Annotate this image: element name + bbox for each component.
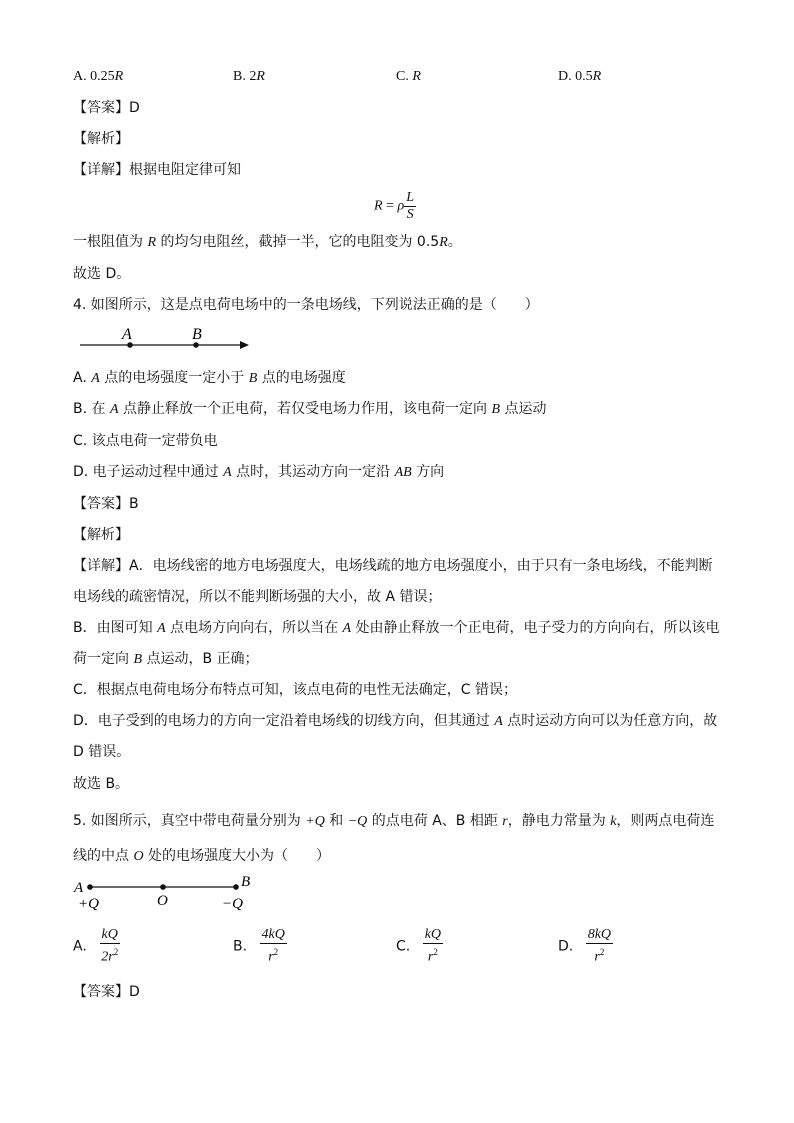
q4-opt-b-5: 点运动 xyxy=(500,401,547,417)
q5-opt-b-label: B. xyxy=(233,938,248,955)
charge-a-dot xyxy=(87,884,93,890)
q5-opt-a-frac xyxy=(99,927,120,966)
q5-s12: 处的电场强度大小为（ ） xyxy=(143,848,331,864)
q5-s9: ，则两点电荷连 xyxy=(616,813,715,829)
q4-opt-a-2: A xyxy=(91,371,100,386)
q3-option-c-var: R xyxy=(412,69,421,84)
q5-opt-c-sq: 2 xyxy=(433,947,438,957)
q4-opt-b-2: A xyxy=(109,402,119,417)
charge-b-value: −Q xyxy=(222,896,243,912)
point-b-label: B xyxy=(192,326,202,343)
q4-stem: 4. 如图所示，这是点电荷电场中的一条电场线，下列说法正确的是（ ） xyxy=(73,297,539,313)
q4-opt-b-1: B. 在 xyxy=(73,401,110,417)
q4-detail-2: 电场线的疏密情况，所以不能判断场强的大小，故 A 错误； xyxy=(73,589,442,605)
q4-opt-a-1: A. xyxy=(73,370,92,386)
q5-s3: 和 xyxy=(324,813,348,829)
q3-option-a-var: R xyxy=(114,69,124,84)
q5-s8: k xyxy=(610,814,617,829)
q5-option-a xyxy=(73,927,120,966)
q5-opt-c-frac xyxy=(423,927,443,966)
q4-d3e: 处由静止释放一个正电荷，电子受力的方向向右，所以该电 xyxy=(351,620,720,636)
q3-line2-b: 的均匀电阻丝，截掉一半，它的电阻变为 0.5 xyxy=(156,234,440,250)
charge-a-value: +Q xyxy=(78,896,99,912)
q4-d6a: D．电子受到的电场力的方向一定沿着电场线的切线方向，但其通过 xyxy=(73,713,495,729)
charge-a-label: A xyxy=(74,880,84,896)
formula-lhs: R xyxy=(374,198,383,214)
q4-detail-5: C．根据点电荷电场分布特点可知，该点电荷的电性无法确定，C 错误； xyxy=(73,682,517,698)
q5-opt-a-label: A. xyxy=(73,938,87,955)
q4-d4c: 点运动，B 正确； xyxy=(142,651,259,667)
q4-analysis: 【解析】 xyxy=(73,527,129,543)
midpoint-o-dot xyxy=(160,884,166,890)
q5-option-d xyxy=(558,927,613,966)
q5-s10: 线的中点 xyxy=(73,848,134,864)
charge-b-label: B xyxy=(241,874,251,890)
q4-option-c: C. 该点电荷一定带负电 xyxy=(73,433,218,449)
q5-opt-c-label: C. xyxy=(396,938,411,955)
q5-s2: +Q xyxy=(305,814,325,829)
q5-opt-c-num: kQ xyxy=(424,927,442,942)
q3-line2-c: 。 xyxy=(447,234,462,250)
q3-line2-var2: R xyxy=(439,235,448,250)
q5-option-c xyxy=(396,927,443,966)
q4-d4a: 荷一定向 xyxy=(73,651,134,667)
q5-opt-c-den: r xyxy=(427,949,434,965)
q3-line2-a: 一根阻值为 xyxy=(73,234,148,250)
q3-option-b-var: R xyxy=(256,69,265,84)
q5-opt-d-label: D. xyxy=(558,938,574,955)
q4-d3d: A xyxy=(342,621,352,636)
formula-numerator: L xyxy=(406,190,414,205)
q3-analysis: 【解析】 xyxy=(73,131,129,147)
q4-d6c: 点时运动方向可以为任意方向，故 xyxy=(502,713,718,729)
q4-opt-d-1: D. 电子运动过程中通过 xyxy=(73,464,224,480)
q3-option-a-text: A. 0.25 xyxy=(73,69,115,84)
charge-b-dot xyxy=(233,884,239,890)
q4-opt-d-2: A xyxy=(223,465,232,480)
q5-s5: 的点电荷 A、B 相距 xyxy=(367,813,503,829)
q4-d4b: B xyxy=(133,652,143,667)
q5-opt-b-sq: 2 xyxy=(273,947,279,957)
q4-opt-b-3: 点静止释放一个正电荷，若仅受电场力作用，该电荷一定向 xyxy=(118,401,492,417)
q4-opt-a-4: B xyxy=(248,371,258,386)
q5-s11: O xyxy=(133,849,144,864)
q4-opt-d-4: AB xyxy=(394,465,412,480)
q3-option-d-var: R xyxy=(592,69,602,84)
q4-opt-b-4: B xyxy=(491,402,500,417)
formula-eq: = xyxy=(382,198,398,214)
q5-opt-d-sq: 2 xyxy=(599,947,605,957)
q5-answer: 【答案】D xyxy=(73,984,140,1000)
q5-opt-d-frac xyxy=(586,927,613,966)
q5-opt-b-num: 4kQ xyxy=(261,927,285,942)
q3-option-d-text: D. 0.5 xyxy=(558,69,593,84)
q5-opt-a-den: 2r xyxy=(101,949,114,965)
q4-opt-d-5: 方向 xyxy=(411,464,445,480)
q4-d3c: 点电场方向向右，所以当在 xyxy=(165,620,343,636)
q4-d6b: A xyxy=(494,714,503,729)
q4-detail-1: 【详解】A．电场线密的地方电场强度大，电场线疏的地方电场强度小，由于只有一条电场线，不能判断 xyxy=(73,558,713,574)
q3-line2-var1: R xyxy=(147,235,157,250)
q3-conclusion: 故选 D。 xyxy=(73,266,131,282)
q4-d3a: B．由图可知 xyxy=(73,620,158,636)
q5-opt-d-num: 8kQ xyxy=(587,927,612,942)
midpoint-o-label: O xyxy=(157,893,168,909)
q5-s1: 5. 如图所示，真空中带电荷量分别为 xyxy=(73,813,306,829)
q3-answer: 【答案】D xyxy=(73,100,140,116)
q5-opt-b-frac xyxy=(260,927,287,966)
formula-rho: ρ xyxy=(397,198,405,214)
q4-opt-a-3: 点的电场强度一定小于 xyxy=(99,370,249,386)
q4-answer: 【答案】B xyxy=(73,496,139,512)
q5-s6: r xyxy=(502,814,508,829)
q5-s7: ，静电力常量为 xyxy=(507,813,611,829)
point-a-label: A xyxy=(122,326,132,343)
q4-d3b: A xyxy=(157,621,166,636)
q5-option-b xyxy=(233,927,287,966)
q3-option-c-text: C. xyxy=(396,69,413,84)
q5-opt-d-den: r xyxy=(594,949,600,965)
formula-denominator: S xyxy=(406,207,414,222)
q5-s4: −Q xyxy=(347,814,368,829)
q5-opt-a-num: kQ xyxy=(101,927,118,942)
q4-opt-d-3: 点时，其运动方向一定沿 xyxy=(231,464,395,480)
q5-opt-a-sq: 2 xyxy=(113,947,119,957)
q4-detail-7: D 错误。 xyxy=(73,744,131,760)
q5-opt-b-den: r xyxy=(268,949,274,965)
q3-detail: 【详解】根据电阻定律可知 xyxy=(73,162,241,178)
q4-conclusion: 故选 B。 xyxy=(73,776,130,792)
q4-opt-a-5: 点的电场强度 xyxy=(257,370,346,386)
q3-option-b-text: B. 2 xyxy=(233,69,257,84)
